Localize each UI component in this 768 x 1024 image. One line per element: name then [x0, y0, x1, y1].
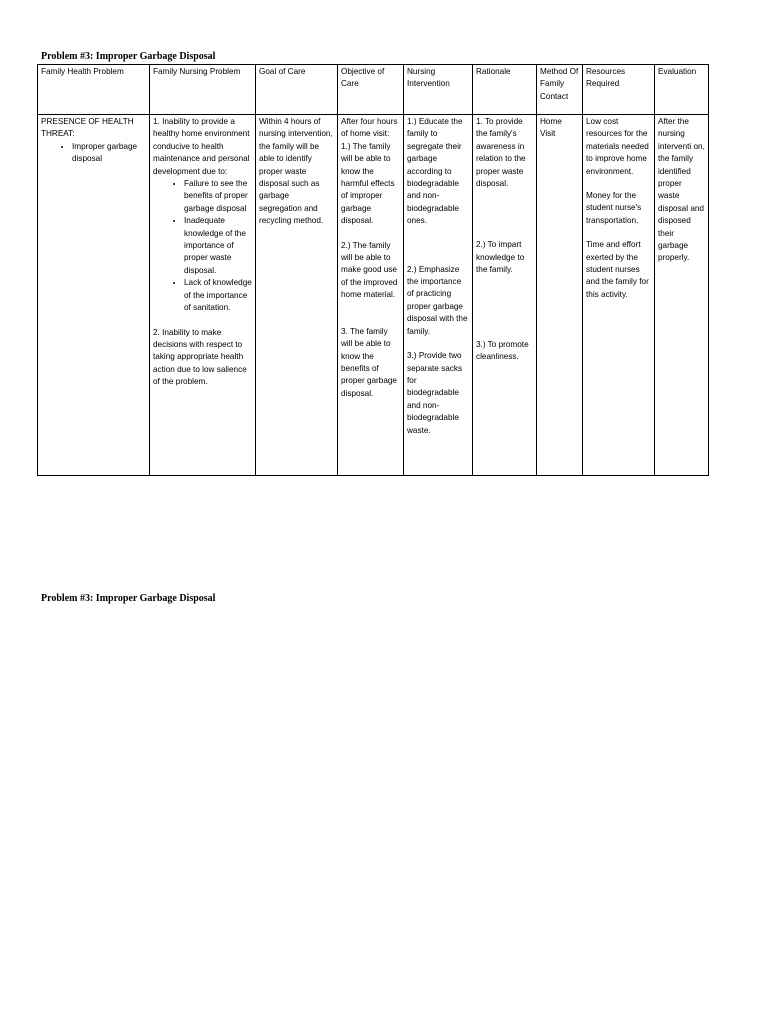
- cell-evaluation: [655, 115, 709, 476]
- cell-family-nursing-problem: [150, 115, 256, 476]
- resource-item: Time and effort exerted by the student nurses and the family for this activity.: [586, 240, 649, 299]
- intervention-item: 3.) Provide two separate sacks for biodegradable and non-biodegradable waste.: [407, 351, 463, 435]
- evaluation-text: After the nursing interventi on, the family identified proper waste disposal and disposed their garbage properly.: [658, 117, 705, 263]
- intervention-item: 1.) Educate the family to segregate their garbage according to biodegradable and non-biodegradable ones.: [407, 117, 463, 226]
- nursing-problem-intro: 1. Inability to provide a healthy home environment conducive to health maintenance and personal development due to:: [153, 117, 250, 176]
- cell-family-health-problem: [38, 115, 150, 476]
- family-nursing-care-plan-table: [37, 64, 709, 476]
- rationale-item: 2.) To impart knowledge to the family.: [476, 240, 525, 275]
- page-title-repeat: Problem #3: Improper Garbage Disposal: [41, 593, 216, 604]
- intervention-item: 2.) Emphasize the importance of practicing proper garbage disposal with the family.: [407, 264, 468, 336]
- nursing-problem-bullet: • Lack of knowledge of the importance of sanitation.: [184, 277, 252, 314]
- nursing-problem-bullet: • Failure to see the benefits of proper garbage disposal: [184, 178, 252, 215]
- cell-goal-of-care: [256, 115, 338, 476]
- page-title: Problem #3: Improper Garbage Disposal: [41, 51, 216, 62]
- health-threat-heading: PRESENCE OF HEALTH THREAT:: [41, 117, 134, 139]
- cell-method-of-family-contact: [537, 115, 583, 476]
- header-goal-of-care: Goal of Care: [256, 65, 338, 115]
- header-nursing-intervention: Nursing Intervention: [404, 65, 473, 115]
- header-method-of-family-contact: Method Of Family Contact: [537, 65, 583, 115]
- table-row: [38, 115, 709, 476]
- health-problem-bullet: • Improper garbage disposal: [72, 141, 146, 166]
- header-objective-of-care: Objective of Care: [338, 65, 404, 115]
- objective-item: 2.) The family will be able to make good use of the improved home material.: [341, 240, 398, 300]
- rationale-item: 1. To provide the family's awareness in relation to the proper waste disposal.: [476, 117, 526, 189]
- cell-objective-of-care: [338, 115, 404, 476]
- goal-text: Within 4 hours of nursing intervention, the family will be able to identify proper waste disposal such as garbage segregation and recycling method.: [259, 117, 333, 226]
- objective-item: 1.) The family will be able to know the harmful effects of improper garbage disposal.: [341, 141, 395, 226]
- nursing-problem-second: 2. Inability to make decisions with respect to taking appropriate health action due to low salience of the problem.: [153, 327, 247, 387]
- header-family-nursing-problem: Family Nursing Problem: [150, 65, 256, 115]
- header-family-health-problem: Family Health Problem: [38, 65, 150, 115]
- cell-nursing-intervention: [404, 115, 473, 476]
- cell-resources-required: [583, 115, 655, 476]
- header-rationale: Rationale: [473, 65, 537, 115]
- objective-item: 3. The family will be able to know the benefits of proper garbage disposal.: [341, 326, 397, 398]
- resource-item: Money for the student nurse's transportation.: [586, 191, 642, 225]
- table-header-row: [38, 65, 709, 115]
- header-evaluation: Evaluation: [655, 65, 709, 115]
- header-resources-required: Resources Required: [583, 65, 655, 115]
- cell-rationale: [473, 115, 537, 476]
- objective-intro: After four hours of home visit:: [341, 117, 398, 139]
- resource-item: Low cost resources for the materials needed to improve home environment.: [586, 117, 649, 176]
- method-text: Home Visit: [540, 117, 562, 139]
- nursing-problem-bullet: • Inadequate knowledge of the importance of proper waste disposal.: [184, 215, 252, 277]
- rationale-item: 3.) To promote cleanliness.: [476, 339, 529, 362]
